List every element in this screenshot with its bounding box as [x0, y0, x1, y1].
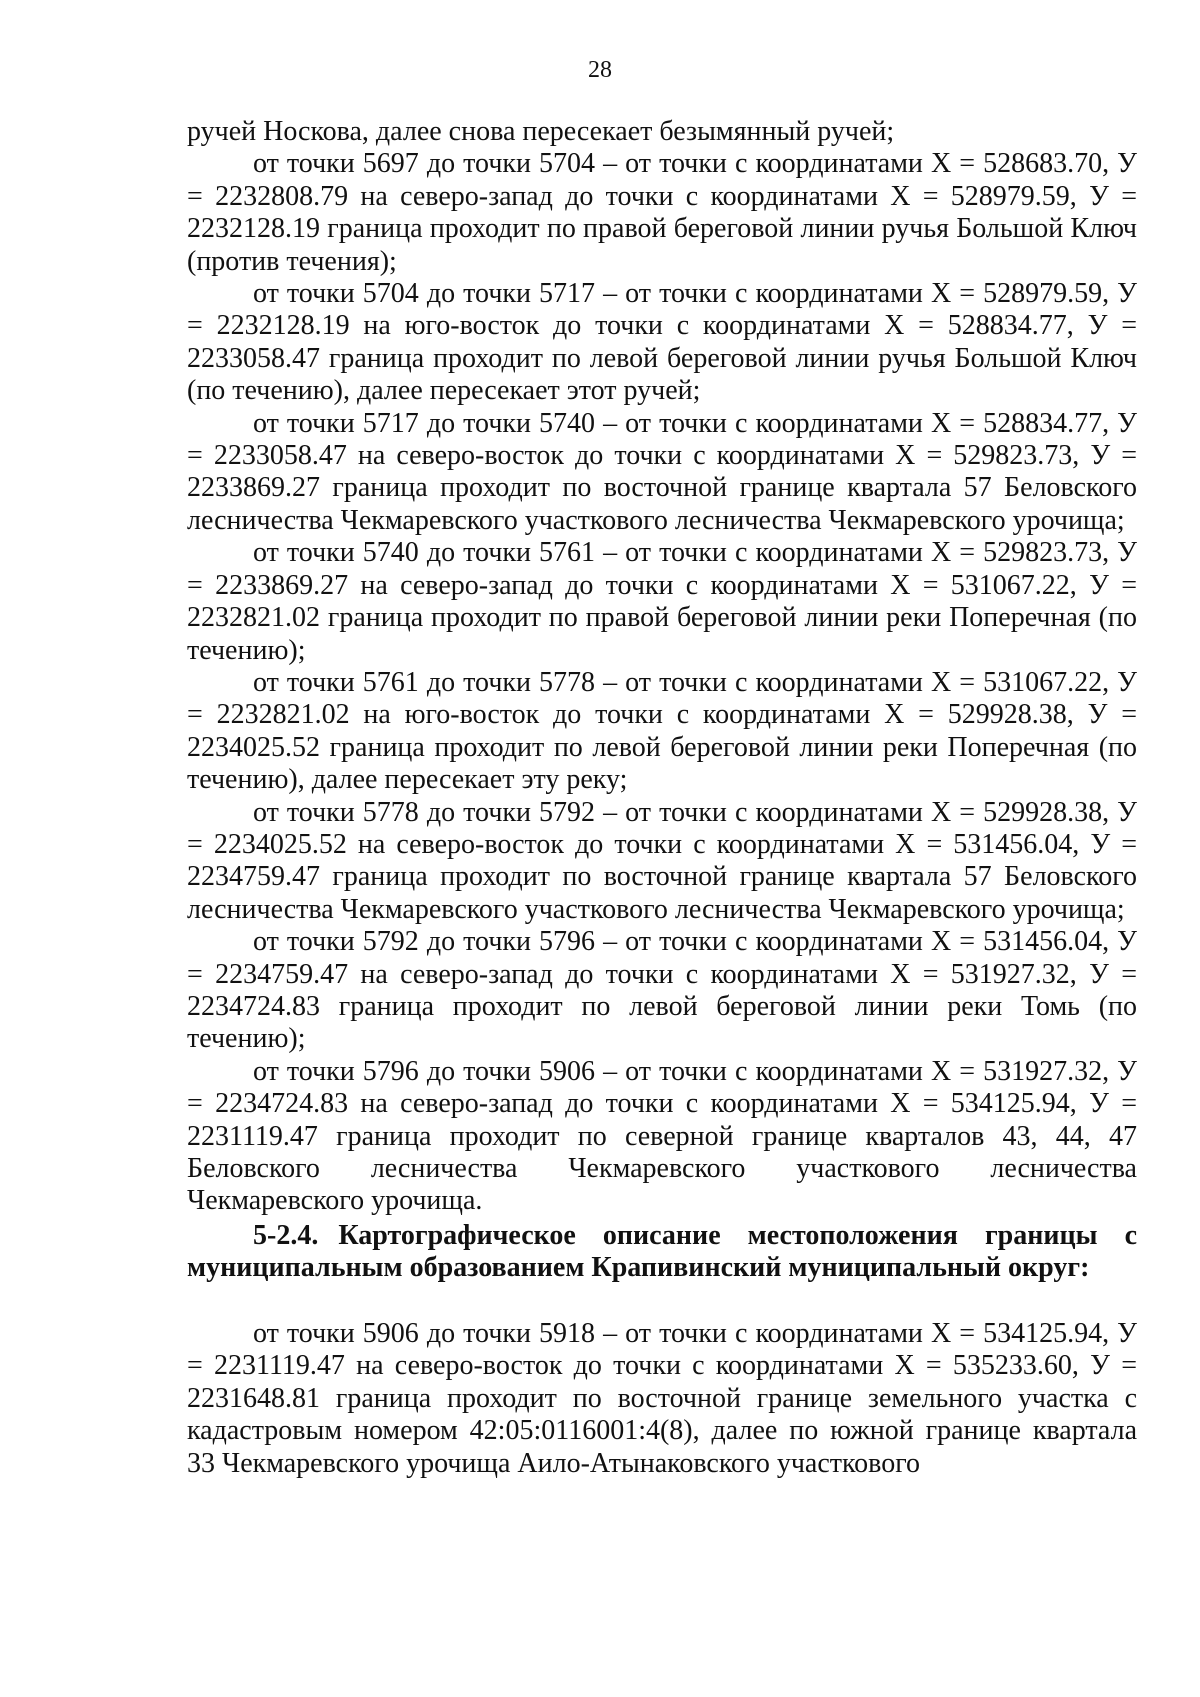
section-number: 5-2.4. — [253, 1220, 319, 1251]
body-text-top — [187, 116, 1137, 1218]
paragraph: от точки 5906 до точки 5918 – от точки с координатами Х = 534125.94, У = 2231119.47 на северо-восток до точки с координатами Х = 535233.60, У = 2231648.81 граница проходит по восточной границе земельного участка с кадастровым номером 42:05:0116001:4(8), далее по южной границе квартала 33 Чекмаревского урочища Аило-Атынаковского участкового — [187, 1318, 1137, 1479]
paragraph: ручей Носкова, далее снова пересекает безымянный ручей; — [187, 116, 895, 147]
paragraph: от точки 5792 до точки 5796 – от точки с координатами Х = 531456.04, У = 2234759.47 на северо-запад до точки с координатами Х = 531927.32, У = 2234724.83 граница проходит по левой береговой линии реки Томь (по течению); — [187, 926, 1137, 1055]
paragraph: от точки 5740 до точки 5761 – от точки с координатами Х = 529823.73, У = 2233869.27 на северо-запад до точки с координатами Х = 531067.22, У = 2232821.02 граница проходит по правой береговой линии реки Поперечная (по течению); — [187, 537, 1137, 666]
paragraph: от точки 5761 до точки 5778 – от точки с координатами Х = 531067.22, У = 2232821.02 на юго-восток до точки с координатами Х = 529928.38, У = 2234025.52 граница проходит по левой береговой линии реки Поперечная (по течению), далее пересекает эту реку; — [187, 666, 1137, 796]
page-number: 28 — [588, 57, 612, 83]
body-text-bottom — [187, 1318, 1137, 1480]
paragraph: от точки 5717 до точки 5740 – от точки с координатами Х = 528834.77, У = 2233058.47 на северо-восток до точки с координатами Х = 529823.73, У = 2233869.27 граница проходит по восточной границе квартала 57 Беловского лесничества Чекмаревского участкового лесничества Чекмаревского урочища; — [187, 407, 1137, 536]
paragraph: от точки 5697 до точки 5704 – от точки с координатами Х = 528683.70, У = 2232808.79 на северо-запад до точки с координатами Х = 528979.59, У = 2232128.19 граница проходит по правой береговой линии ручья Большой Ключ (против течения); — [187, 148, 1137, 277]
paragraph: от точки 5796 до точки 5906 – от точки с координатами Х = 531927.32, У = 2234724.83 на северо-запад до точки с координатами Х = 534125.94, У = 2231119.47 граница проходит по северной границе кварталов 43, 44, 47 Беловского лесничества Чекмаревского участкового лесничества Чекмаревского урочища. — [187, 1055, 1137, 1217]
paragraph: от точки 5704 до точки 5717 – от точки с координатами Х = 528979.59, У = 2232128.19 на юго-восток до точки с координатами Х = 528834.77, У = 2233058.47 граница проходит по левой береговой линии ручья Большой Ключ (по течению), далее пересекает этот ручей; — [187, 278, 1137, 407]
section-heading — [187, 1220, 1137, 1285]
paragraph: от точки 5778 до точки 5792 – от точки с координатами Х = 529928.38, У = 2234025.52 на северо-восток до точки с координатами Х = 531456.04, У = 2234759.47 граница проходит по восточной границе квартала 57 Беловского лесничества Чекмаревского участкового лесничества Чекмаревского урочища; — [187, 796, 1137, 925]
section-title: Картографическое описание местоположения границы с муниципальным образованием Крапивинский муниципальный округ: — [187, 1220, 1137, 1284]
